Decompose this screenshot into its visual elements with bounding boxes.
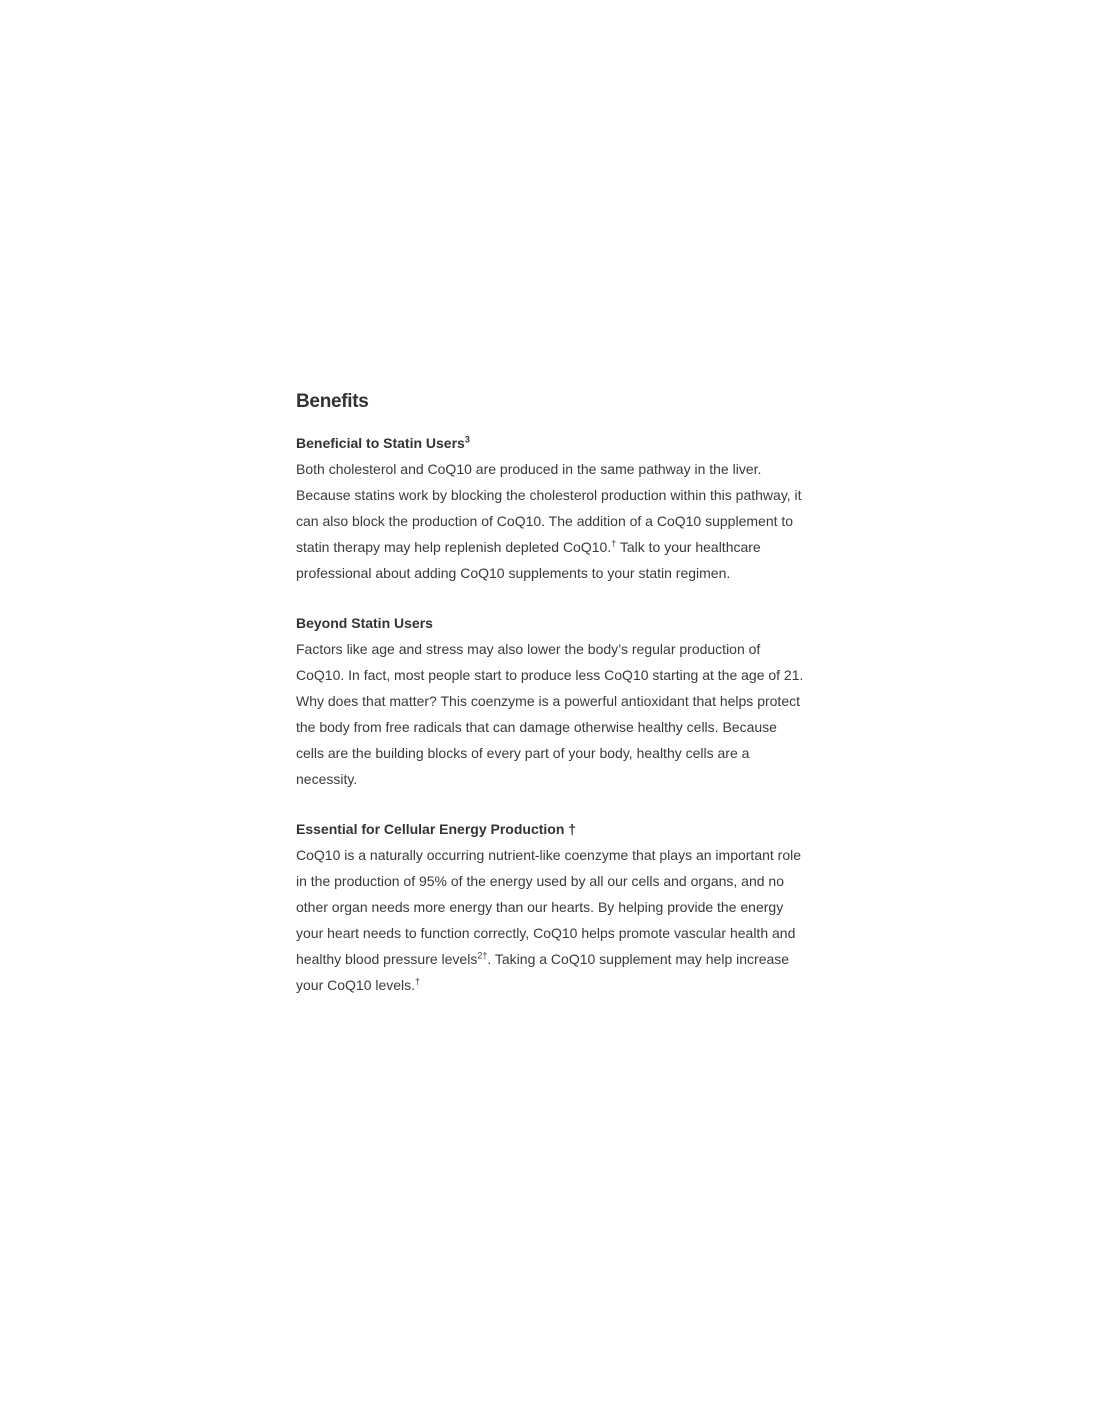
benefit-section <box>296 816 808 998</box>
page-title: Benefits <box>296 391 369 412</box>
section-heading <box>296 610 808 636</box>
benefits-content <box>296 388 808 1022</box>
section-body <box>296 842 808 998</box>
section-body <box>296 636 808 792</box>
section-heading-text: Essential for Cellular Energy Production † <box>296 821 577 837</box>
body-text: Talk to your healthcare professional about adding CoQ10 supplements to your statin regimen. <box>296 539 761 581</box>
footnote-marker: † <box>611 538 617 549</box>
benefits-sections <box>296 430 808 998</box>
footnote-marker: 3 <box>464 434 470 445</box>
footnote-marker: † <box>415 976 421 987</box>
benefit-section <box>296 610 808 792</box>
benefit-section <box>296 430 808 586</box>
section-heading <box>296 430 808 456</box>
body-text: Factors like age and stress may also lower the body’s regular production of CoQ10. In fact, most people start to produce less CoQ10 starting at the age of 21. Why does that matter? This coenzyme is a powerful antioxidant that helps protect the body from free radicals that can damage otherwise healthy cells. Because cells are the building blocks of every part of your body, healthy cells are a necessity. <box>296 641 804 787</box>
section-heading-text: Beneficial to Statin Users <box>296 435 465 451</box>
section-heading-text: Beyond Statin Users <box>296 615 433 631</box>
section-heading <box>296 816 808 842</box>
body-text: . Taking a CoQ10 supplement may help increase your CoQ10 levels. <box>296 951 790 993</box>
body-text: Both cholesterol and CoQ10 are produced in the same pathway in the liver. Because statins work by blocking the cholesterol production within this pathway, it can also block the production of CoQ10. The addition of a CoQ10 supplement to statin therapy may help replenish depleted CoQ10. <box>296 461 802 555</box>
body-text: CoQ10 is a naturally occurring nutrient-like coenzyme that plays an important role in the production of 95% of the energy used by all our cells and organs, and no other organ needs more energy than our hearts. By helping provide the energy your heart needs to function correctly, CoQ10 helps promote vascular health and healthy blood pressure levels <box>296 847 802 967</box>
section-body <box>296 456 808 586</box>
footnote-marker: 2† <box>477 950 488 961</box>
